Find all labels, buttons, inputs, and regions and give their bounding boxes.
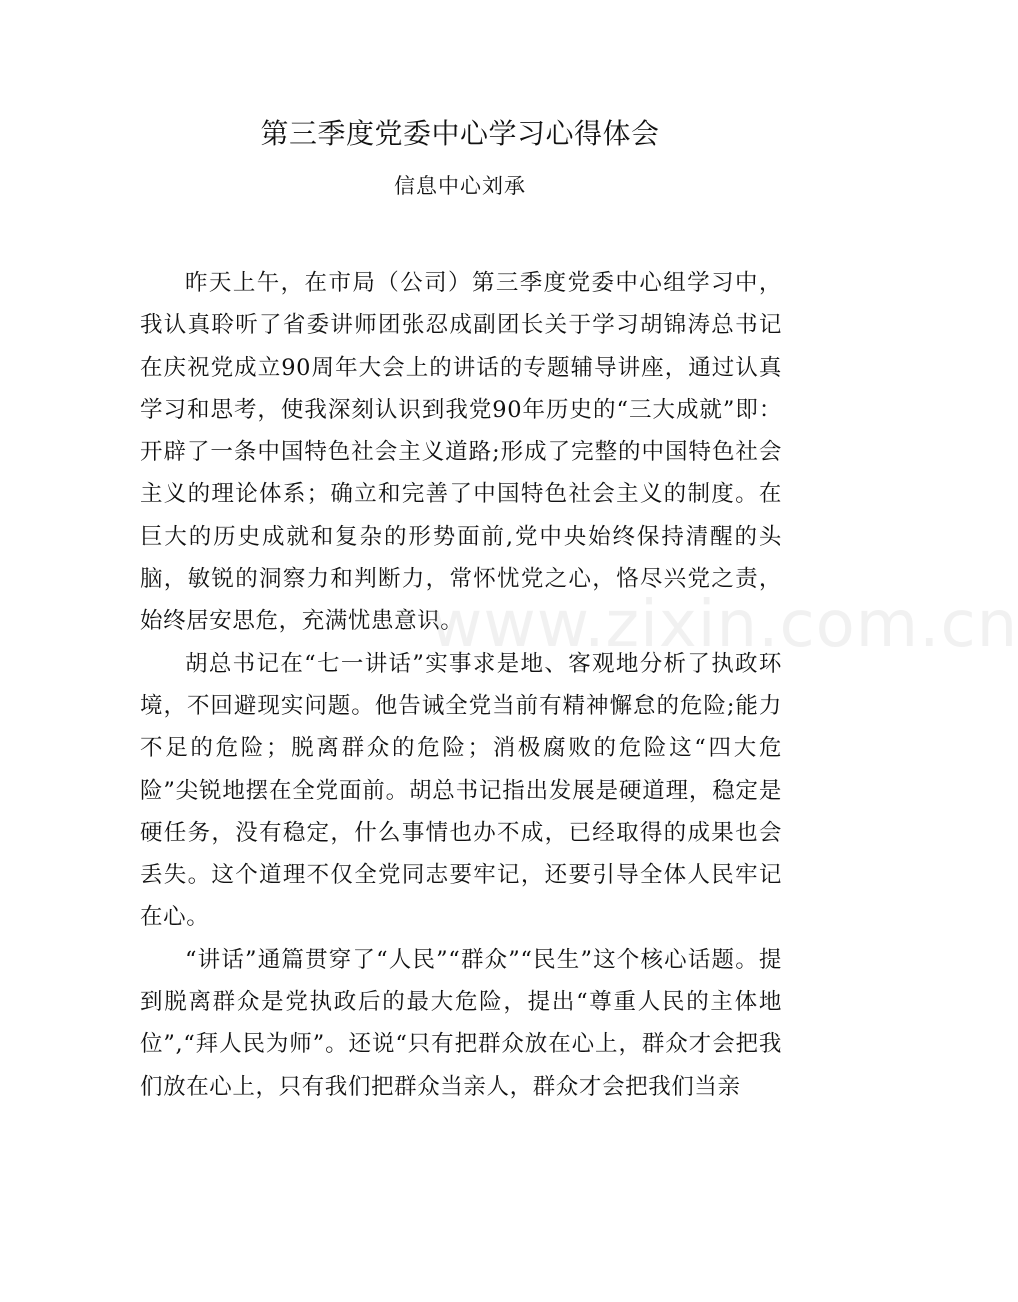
paragraph-3: “讲话”通篇贯穿了“人民”“群众”“民生”这个核心话题。提到脱离群众是党执政后的最大危险，提出“尊重人民的主体地位”,“拜人民为师”。还说“只有把群众放在心上，群众才会把我们放在心上，只有我们把群众当亲人，群众才会把我们当亲 xyxy=(140,946,782,1100)
document-title: 第三季度党委中心学习心得体会 xyxy=(260,117,660,150)
watermark: www.zixin.com.cn xyxy=(430,588,1018,662)
paragraph-2: 胡总书记在“七一讲话”实事求是地、客观地分析了执政环境，不回避现实问题。他告诫全党当前有精神懈怠的危险;能力不足的危险；脱离群众的危险；消极腐败的危险这“四大危险”尖锐地摆在全党面前。胡总书记指出发展是硬道理，稳定是硬任务，没有稳定，什么事情也办不成，已经取得的成果也会丢失。这个道理不仅全党同志要牢记，还要引导全体人民牢记在心。 xyxy=(140,650,782,931)
paragraph-1: 昨天上午，在市局（公司）第三季度党委中心组学习中，我认真聆听了省委讲师团张忍成副团长关于学习胡锦涛总书记在庆祝党成立90周年大会上的讲话的专题辅导讲座，通过认真学习和思考，使我深刻认识到我党90年历史的“三大成就”即：开辟了一条中国特色社会主义道路;形成了完整的中国特色社会主义的理论体系；确立和完善了中国特色社会主义的制度。在巨大的历史成就和复杂的形势面前,党中央始终保持清醒的头脑，敏锐的洞察力和判断力，常怀忧党之心，恪尽兴党之责，始终居安思危，充满忧患意识。 xyxy=(140,270,782,635)
document-body xyxy=(140,262,782,1108)
document-author: 信息中心刘承 xyxy=(394,174,526,198)
